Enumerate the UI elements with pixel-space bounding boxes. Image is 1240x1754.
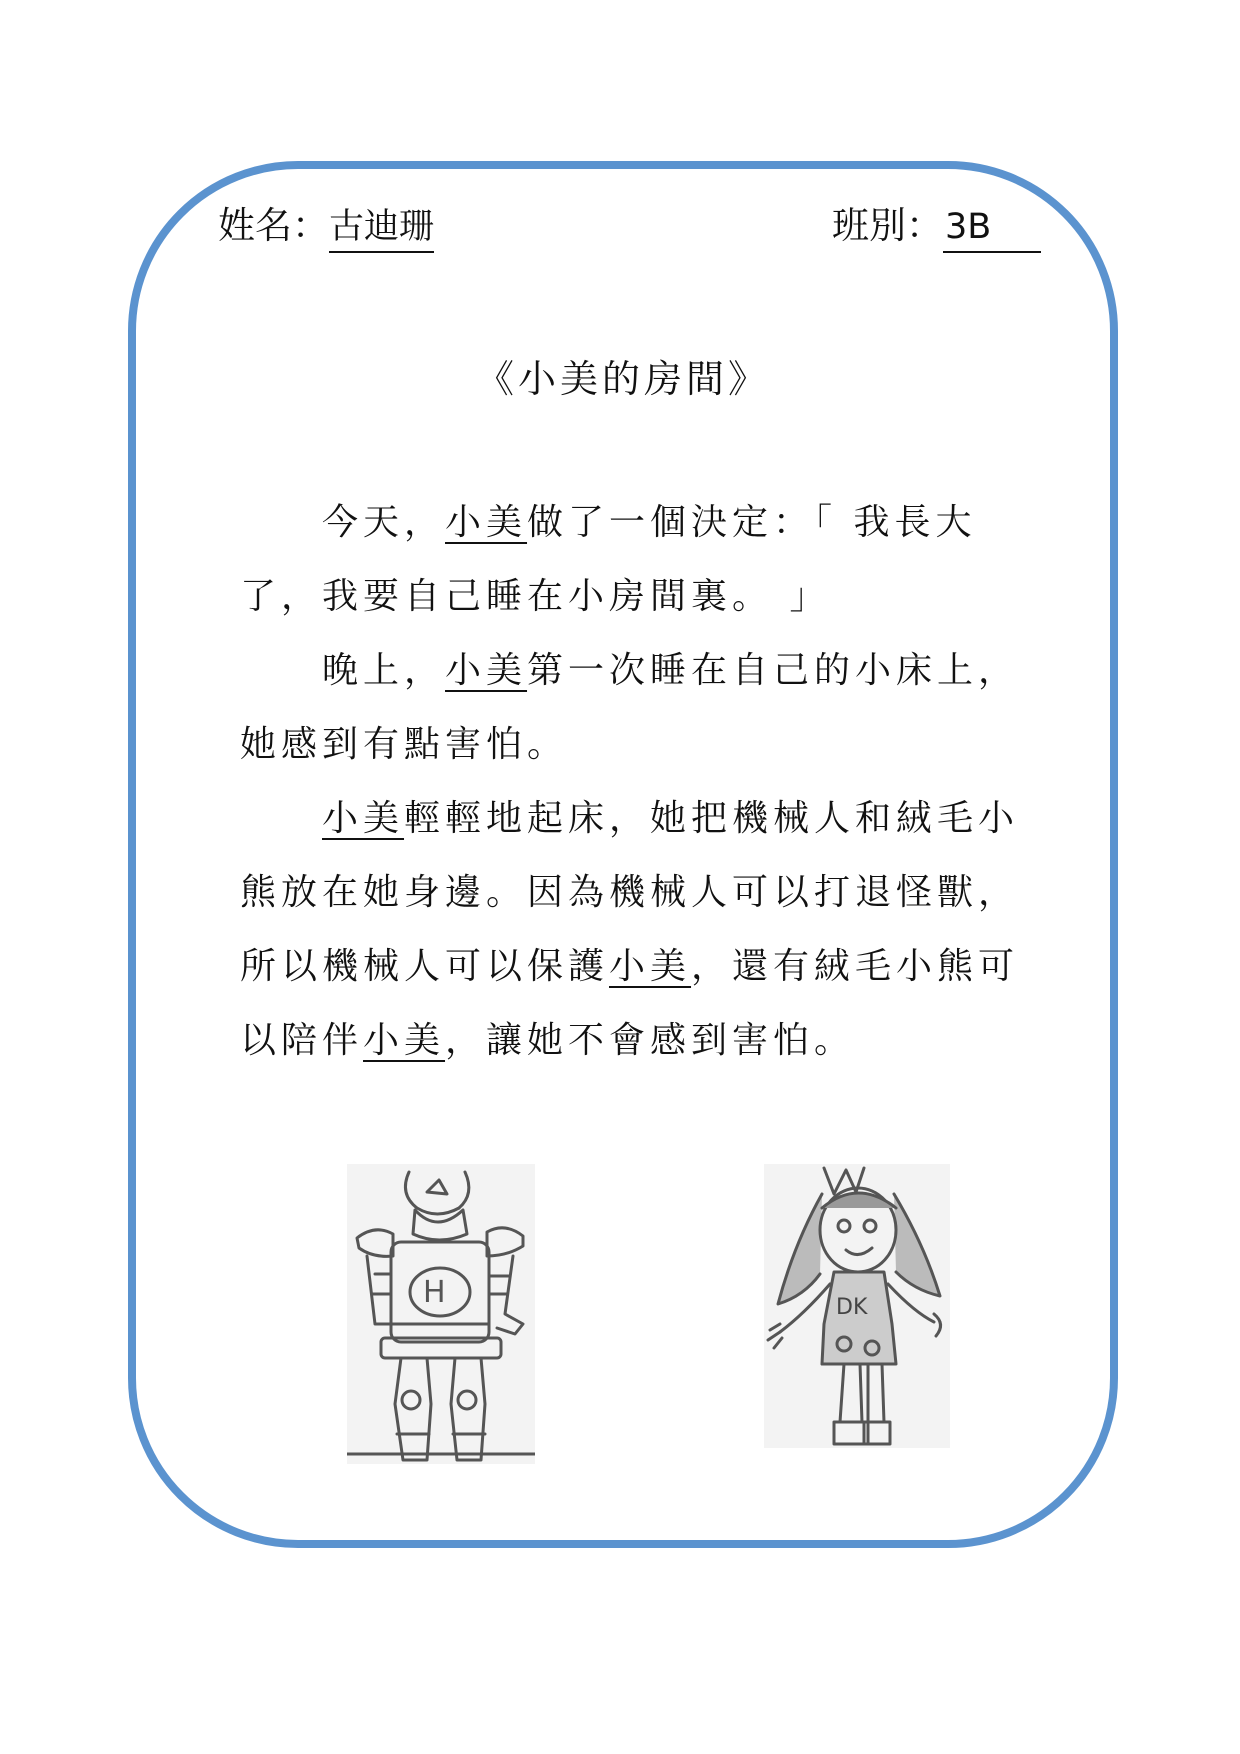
underlined-name: 小美 — [322, 798, 405, 839]
story-text: 晚上， — [322, 650, 446, 691]
story-line — [240, 497, 1060, 571]
girl-sketch-icon — [764, 1164, 950, 1448]
story-text: 輕輕地起床，她把機械人和絨毛小 — [404, 798, 1020, 839]
story-text: ，還有絨毛小熊可 — [691, 946, 1020, 987]
name-label: 姓名： — [218, 204, 329, 247]
story-text: 了，我要自己睡在小房間裏。 」 — [240, 576, 831, 617]
robot-drawing — [347, 1164, 535, 1464]
story-text: 她感到有點害怕。 — [240, 724, 569, 765]
robot-sketch-icon — [347, 1164, 535, 1464]
underlined-name: 小美 — [445, 502, 528, 543]
underlined-name: 小美 — [445, 650, 528, 691]
story-line — [240, 571, 1060, 645]
underlined-name: 小美 — [609, 946, 692, 987]
class-label: 班別： — [832, 204, 943, 247]
story-text: 今天， — [322, 502, 446, 543]
svg-text:DK: DK — [836, 1295, 868, 1320]
svg-text:H: H — [423, 1275, 446, 1310]
name-field — [218, 200, 434, 253]
story-line — [240, 719, 1060, 793]
story-text: 熊放在她身邊。因為機械人可以打退怪獸， — [240, 872, 1020, 913]
story-line — [240, 867, 1060, 941]
story-line — [240, 793, 1060, 867]
story-line — [240, 645, 1060, 719]
class-field — [832, 200, 1041, 253]
story-title: 《小美的房間》 — [475, 357, 770, 401]
underlined-name: 小美 — [363, 1020, 446, 1061]
name-value: 古迪珊 — [329, 203, 434, 253]
story-text: 做了一個決定：「 我長大 — [527, 502, 977, 543]
story-body — [240, 497, 1060, 1089]
story-text: 所以機械人可以保護 — [240, 946, 610, 987]
girl-drawing — [764, 1164, 950, 1448]
class-value: 3B — [943, 203, 1041, 253]
story-line — [240, 1015, 1060, 1089]
story-text: 以陪伴 — [240, 1020, 364, 1061]
story-text: 第一次睡在自己的小床上， — [527, 650, 1020, 691]
story-line — [240, 941, 1060, 1015]
story-text: ，讓她不會感到害怕。 — [445, 1020, 856, 1061]
